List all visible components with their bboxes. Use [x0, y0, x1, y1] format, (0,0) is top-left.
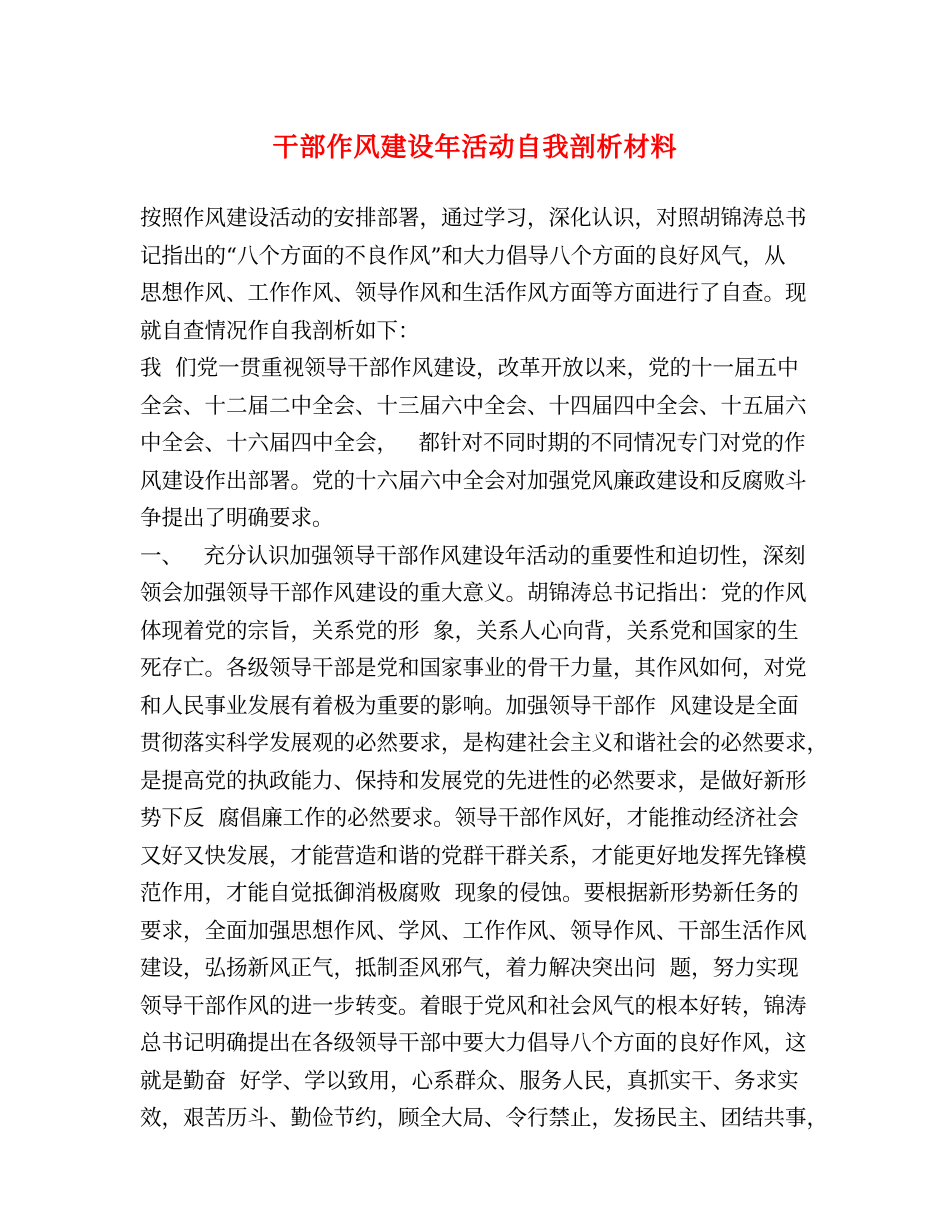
text-line: 死存亡。各级领导干部是党和国家事业的骨干力量，其作风如何，对党 — [140, 656, 807, 681]
text-line: 体现着党的宗旨，关系党的形 象，关系人心向背，关系党和国家的生 — [140, 618, 799, 644]
document-title: 干部作风建设年活动自我剖析材料 — [272, 133, 678, 163]
document-body — [140, 200, 830, 1138]
text-line: 范作用，才能自觉抵御消极腐败 现象的侵蚀。要根据新形势新任务的 — [140, 881, 799, 906]
text-line: 争提出了明确要求。 — [140, 506, 334, 531]
text-line: 风建设作出部署。党的十六届六中全会对加强党风廉政建设和反腐败斗 — [140, 468, 807, 494]
text-line: 要求，全面加强思想作风、学风、工作作风、领导作风、干部生活作风 — [140, 918, 807, 944]
text-line: 领会加强领导干部作风建设的重大意义。胡锦涛总书记指出：党的作风 — [140, 581, 807, 606]
text-line: 中全会、十六届四中全会， 都针对不同时期的不同情况专门对党的作 — [140, 431, 806, 456]
text-line: 和人民事业发展有着极为重要的影响。加强领导干部作 风建设是全面 — [140, 693, 799, 719]
text-line: 势下反 腐倡廉工作的必然要求。领导干部作风好，才能推动经济社会 — [140, 806, 799, 831]
text-line: 我 们党一贯重视领导干部作风建设，改革开放以来，党的十一届五中 — [140, 356, 799, 381]
text-line: 记指出的“八个方面的不良作风”和大力倡导八个方面的良好风气，从 — [140, 243, 786, 269]
text-line: 贯彻落实科学发展观的必然要求，是构建社会主义和谐社会的必然要求， — [140, 731, 829, 756]
text-line: 按照作风建设活动的安排部署，通过学习，深化认识，对照胡锦涛总书 — [140, 206, 807, 231]
text-line: 总书记明确提出在各级领导干部中要大力倡导八个方面的良好作风，这 — [140, 1031, 807, 1056]
text-line: 建设，弘扬新风正气，抵制歪风邪气，着力解决突出问 题，努力实现 — [140, 956, 799, 981]
text-line: 又好又快发展，才能营造和谐的党群干群关系，才能更好地发挥先锋模 — [140, 843, 807, 869]
text-line: 就自查情况作自我剖析如下： — [140, 318, 420, 344]
text-line: 领导干部作风的进一步转变。着眼于党风和社会风气的根本好转，锦涛 — [140, 993, 807, 1019]
text-line: 一、 充分认识加强领导干部作风建设年活动的重要性和迫切性，深刻 — [140, 543, 806, 569]
text-line: 就是勤奋 好学、学以致用，心系群众、服务人民，真抓实干、务求实 — [140, 1068, 799, 1094]
text-line: 是提高党的执政能力、保持和发展党的先进性的必然要求，是做好新形 — [140, 768, 807, 794]
text-line: 全会、十二届二中全会、十三届六中全会、十四届四中全会、十五届六 — [140, 393, 807, 419]
text-line: 效，艰苦历斗、勤俭节约，顾全大局、令行禁止，发扬民主、团结共事， — [140, 1106, 829, 1131]
text-line: 思想作风、工作作风、领导作风和生活作风方面等方面进行了自查。现 — [140, 281, 807, 306]
